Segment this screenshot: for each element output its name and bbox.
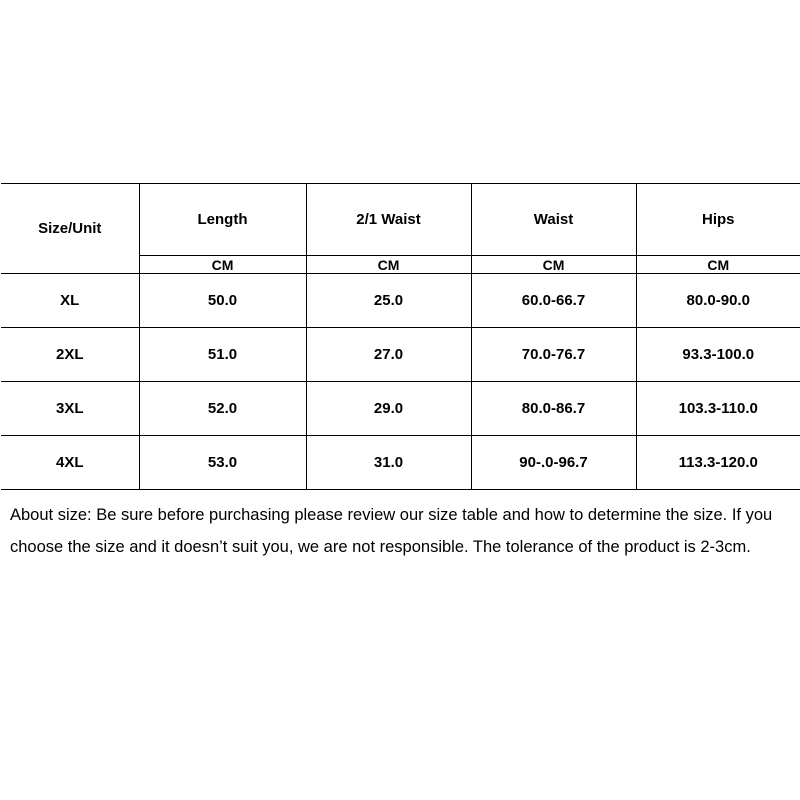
table-cell: 51.0 <box>139 328 306 382</box>
size-table <box>1 183 800 490</box>
unit-cell: CM <box>471 256 636 274</box>
table-cell: 60.0-66.7 <box>471 274 636 328</box>
table-cell: 70.0-76.7 <box>471 328 636 382</box>
size-cell: XL <box>1 274 139 328</box>
header-row <box>1 184 800 256</box>
table-row <box>1 436 800 490</box>
table-cell: 31.0 <box>306 436 471 490</box>
table-cell: 80.0-86.7 <box>471 382 636 436</box>
size-cell: 4XL <box>1 436 139 490</box>
corner-header: Size/Unit <box>1 184 139 274</box>
table-cell: 90-.0-96.7 <box>471 436 636 490</box>
table-cell: 50.0 <box>139 274 306 328</box>
table-row <box>1 328 800 382</box>
column-header-length: Length <box>139 184 306 256</box>
unit-cell: CM <box>306 256 471 274</box>
column-header-half-waist: 2/1 Waist <box>306 184 471 256</box>
column-header-waist: Waist <box>471 184 636 256</box>
size-cell: 2XL <box>1 328 139 382</box>
table-cell: 25.0 <box>306 274 471 328</box>
table-cell: 113.3-120.0 <box>636 436 800 490</box>
table-cell: 53.0 <box>139 436 306 490</box>
table-cell: 80.0-90.0 <box>636 274 800 328</box>
column-header-hips: Hips <box>636 184 800 256</box>
unit-cell: CM <box>636 256 800 274</box>
unit-cell: CM <box>139 256 306 274</box>
table-cell: 103.3-110.0 <box>636 382 800 436</box>
table-cell: 93.3-100.0 <box>636 328 800 382</box>
table-row <box>1 274 800 328</box>
size-note-text: About size: Be sure before purchasing please review our size table and how to determine the size. If you choose the size and it doesn’t suit you, we are not responsible. The tolerance of the product is 2-3cm. <box>10 506 773 556</box>
table-cell: 29.0 <box>306 382 471 436</box>
table-cell: 27.0 <box>306 328 471 382</box>
table-cell: 52.0 <box>139 382 306 436</box>
size-cell: 3XL <box>1 382 139 436</box>
size-note <box>10 500 796 563</box>
table-row <box>1 382 800 436</box>
